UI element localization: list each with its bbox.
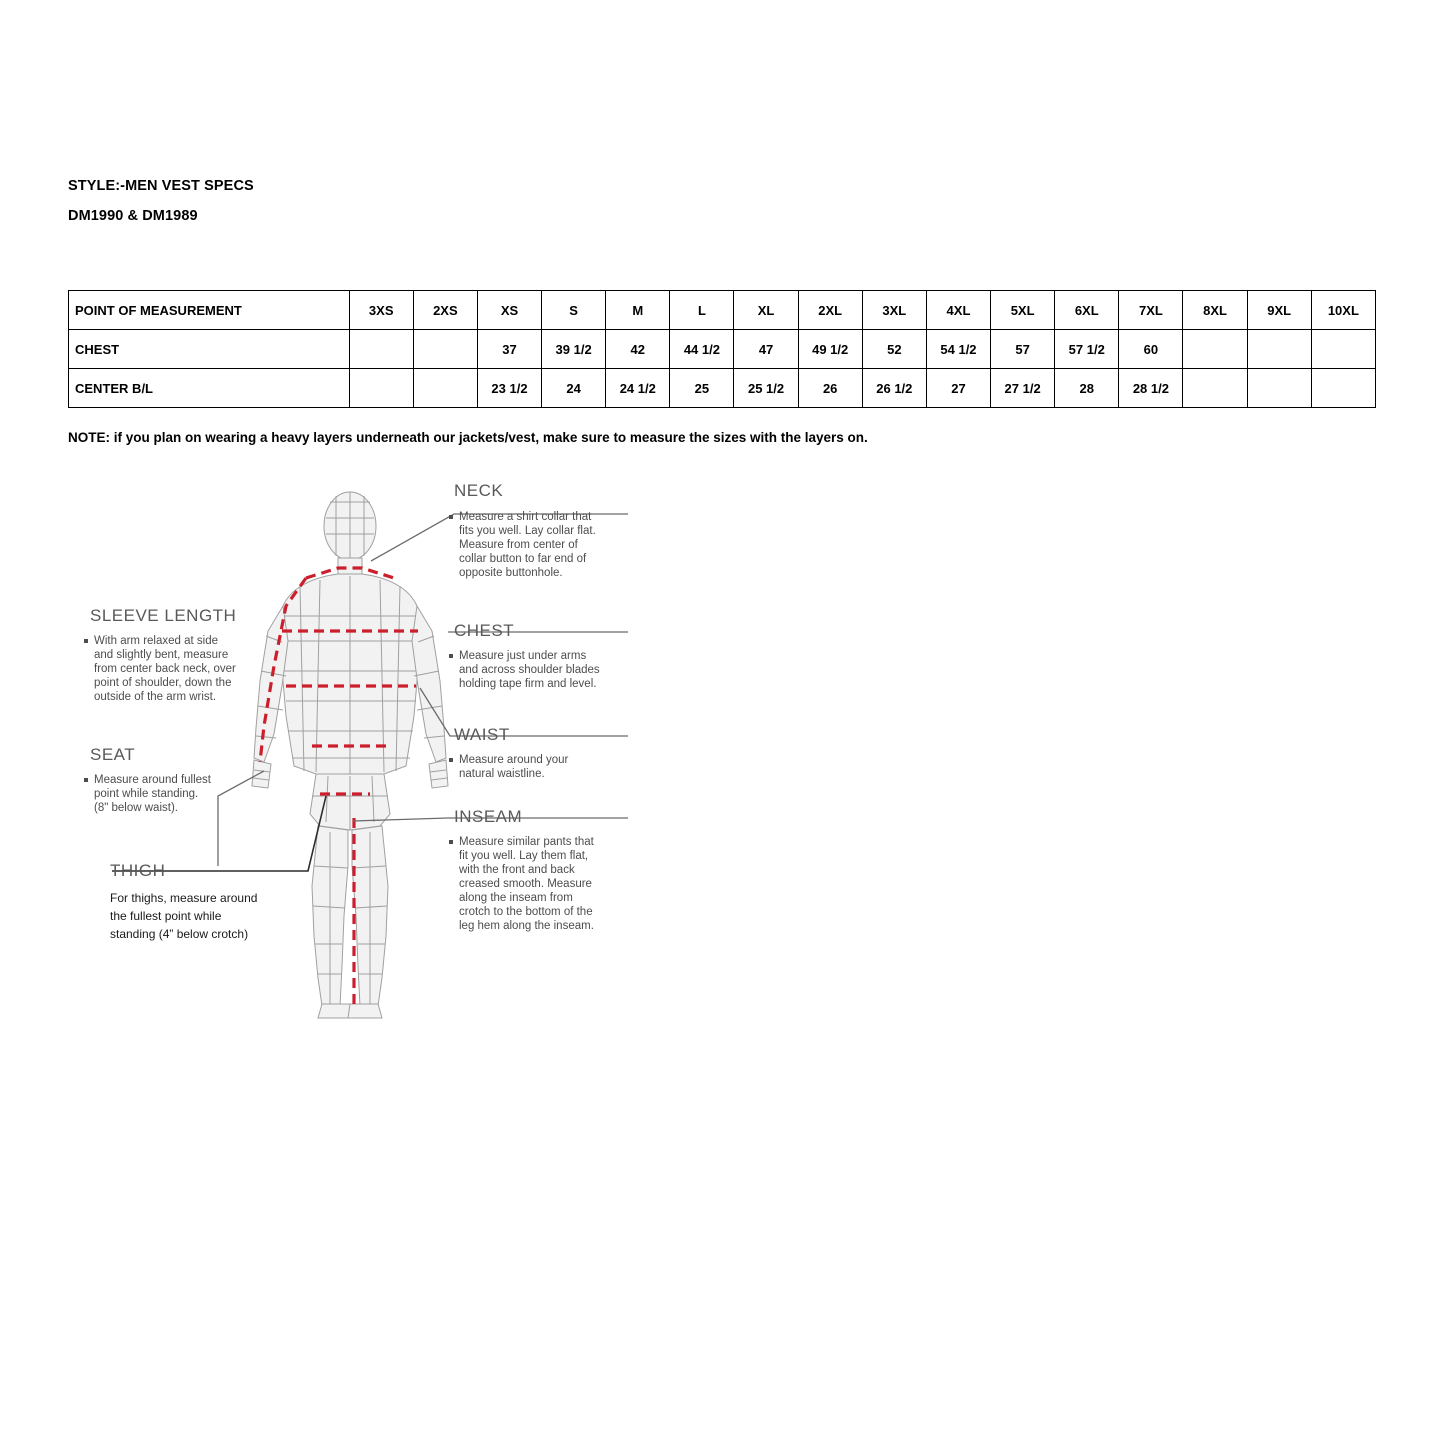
- cell-centerbl-3xl: 26 1/2: [862, 369, 926, 408]
- col-point-of-measurement: POINT OF MEASUREMENT: [69, 291, 350, 330]
- chest-block: [449, 621, 603, 690]
- cell-chest-6xl: 57 1/2: [1055, 330, 1119, 369]
- col-l: L: [670, 291, 734, 330]
- waist-body: Measure around your natural waistline.: [459, 754, 569, 780]
- neck-heading: NECK: [454, 481, 504, 500]
- col-6xl: 6XL: [1055, 291, 1119, 330]
- cell-chest-xl: 47: [734, 330, 798, 369]
- col-m: M: [606, 291, 670, 330]
- cell-centerbl-4xl: 27: [926, 369, 990, 408]
- col-7xl: 7XL: [1119, 291, 1183, 330]
- style-codes: DM1990 & DM1989: [68, 208, 198, 224]
- seat-bullet: [84, 778, 88, 782]
- waist-bullet: [449, 758, 453, 762]
- neck-block: [449, 481, 599, 579]
- cell-chest-10xl: [1311, 330, 1375, 369]
- measurement-note: NOTE: if you plan on wearing a heavy layers underneath our jackets/vest, make sure to measure the sizes with the layers on.: [68, 430, 868, 445]
- cell-centerbl-xs: 23 1/2: [477, 369, 541, 408]
- cell-chest-2xs: [413, 330, 477, 369]
- col-3xs: 3XS: [349, 291, 413, 330]
- cell-centerbl-3xs: [349, 369, 413, 408]
- seat-body: Measure around fullest point while standing. (8" below waist).: [94, 774, 211, 814]
- style-title: STYLE:-MEN VEST SPECS: [68, 178, 254, 194]
- sleeve-length-block: [84, 606, 239, 703]
- sleeve-length-heading: SLEEVE LENGTH: [90, 606, 237, 625]
- cell-centerbl-7xl: 28 1/2: [1119, 369, 1183, 408]
- seat-heading: SEAT: [90, 745, 136, 764]
- cell-centerbl-2xs: [413, 369, 477, 408]
- cell-centerbl-8xl: [1183, 369, 1247, 408]
- chest-body: Measure just under arms and across shoulder blades holding tape firm and level.: [459, 650, 600, 690]
- row-label-center-bl: CENTER B/L: [69, 369, 350, 408]
- waist-leader: [420, 688, 628, 736]
- cell-centerbl-l: 25: [670, 369, 734, 408]
- cell-chest-s: 39 1/2: [542, 330, 606, 369]
- col-4xl: 4XL: [926, 291, 990, 330]
- cell-centerbl-m: 24 1/2: [606, 369, 670, 408]
- cell-centerbl-2xl: 26: [798, 369, 862, 408]
- cell-chest-3xs: [349, 330, 413, 369]
- cell-chest-5xl: 57: [991, 330, 1055, 369]
- cell-centerbl-9xl: [1247, 369, 1311, 408]
- cell-chest-3xl: 52: [862, 330, 926, 369]
- inseam-block: [449, 807, 597, 932]
- col-10xl: 10XL: [1311, 291, 1375, 330]
- col-8xl: 8XL: [1183, 291, 1247, 330]
- inseam-heading: INSEAM: [454, 807, 523, 826]
- size-spec-table: [68, 290, 1376, 408]
- sleeve-length-body: With arm relaxed at side and slightly bent, measure from center back neck, over point of shoulder, down the outside of the arm wrist.: [94, 635, 236, 703]
- thigh-heading: THIGH: [110, 861, 166, 880]
- neck-bullet: [449, 515, 453, 519]
- neck-body: Measure a shirt collar that fits you well. Lay collar flat. Measure from center of collar button to far end of opposite buttonhole.: [459, 511, 596, 579]
- table-row: [69, 330, 1376, 369]
- cell-chest-m: 42: [606, 330, 670, 369]
- cell-centerbl-10xl: [1311, 369, 1375, 408]
- cell-chest-l: 44 1/2: [670, 330, 734, 369]
- seat-block: [84, 745, 214, 814]
- chest-bullet: [449, 654, 453, 658]
- col-s: S: [542, 291, 606, 330]
- cell-chest-xs: 37: [477, 330, 541, 369]
- sleeve-length-bullet: [84, 639, 88, 643]
- cell-chest-7xl: 60: [1119, 330, 1183, 369]
- col-2xs: 2XS: [413, 291, 477, 330]
- col-5xl: 5XL: [991, 291, 1055, 330]
- cell-centerbl-s: 24: [542, 369, 606, 408]
- waist-heading: WAIST: [454, 725, 510, 744]
- col-xl: XL: [734, 291, 798, 330]
- col-3xl: 3XL: [862, 291, 926, 330]
- cell-chest-8xl: [1183, 330, 1247, 369]
- col-2xl: 2XL: [798, 291, 862, 330]
- cell-chest-9xl: [1247, 330, 1311, 369]
- col-9xl: 9XL: [1247, 291, 1311, 330]
- mannequin-figure: [252, 492, 448, 1018]
- cell-chest-4xl: 54 1/2: [926, 330, 990, 369]
- inseam-bullet: [449, 840, 453, 844]
- thigh-block: [110, 861, 261, 941]
- table-row: [69, 369, 1376, 408]
- table-header-row: [69, 291, 1376, 330]
- cell-chest-2xl: 49 1/2: [798, 330, 862, 369]
- row-label-chest: CHEST: [69, 330, 350, 369]
- cell-centerbl-5xl: 27 1/2: [991, 369, 1055, 408]
- waist-block: [449, 725, 572, 780]
- chest-heading: CHEST: [454, 621, 515, 640]
- document-title: [68, 178, 254, 224]
- cell-centerbl-xl: 25 1/2: [734, 369, 798, 408]
- measurement-diagram: [68, 466, 668, 1026]
- cell-centerbl-6xl: 28: [1055, 369, 1119, 408]
- thigh-body: For thighs, measure around the fullest point while standing (4” below crotch): [110, 891, 258, 941]
- col-xs: XS: [477, 291, 541, 330]
- inseam-body: Measure similar pants that fit you well. Lay them flat, with the front and back creased smooth. Measure along the inseam from crotch to the bottom of the leg hem along the inseam.: [459, 836, 594, 932]
